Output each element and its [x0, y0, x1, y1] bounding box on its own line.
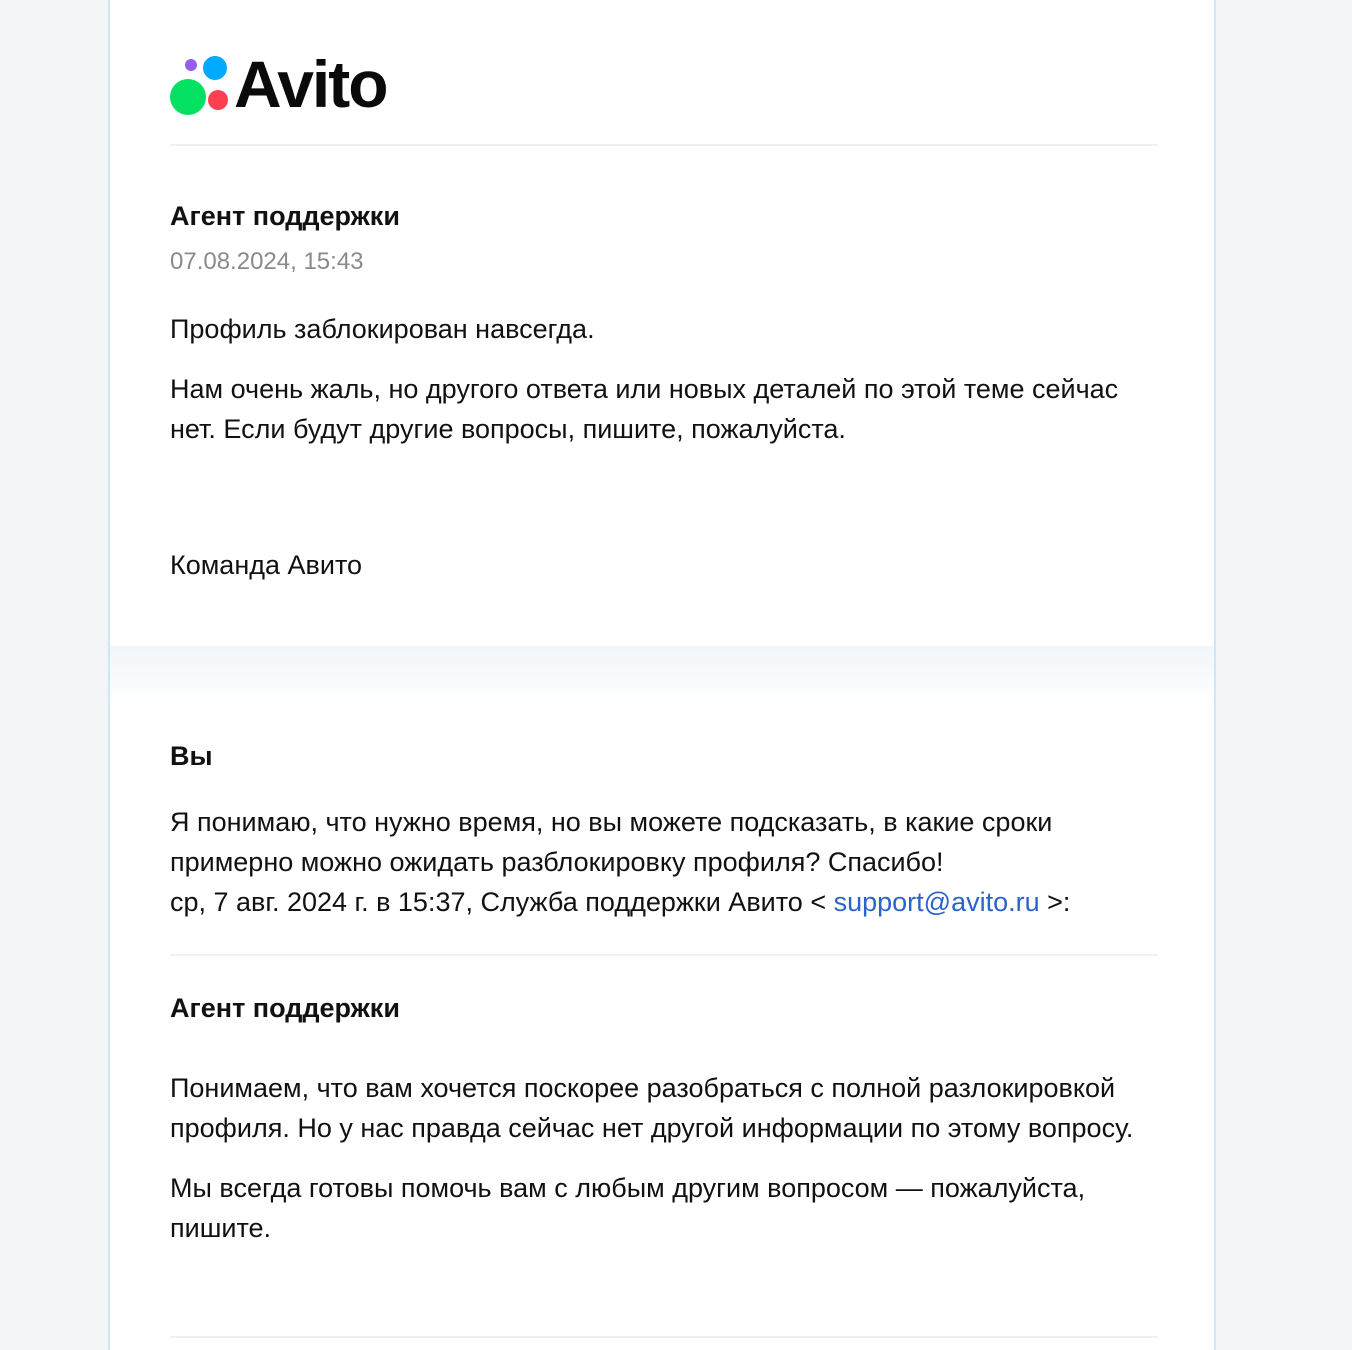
message-signature: Команда Авито [170, 550, 363, 580]
message-paragraph: Понимаем, что вам хочется поскорее разобраться с полной разлокировкой профиля. Но у нас правда сейчас нет другой информации по этому вопросу. [170, 1073, 1134, 1143]
message-date: 07.08.2024, 15:43 [170, 248, 364, 275]
quoted-header-prefix: ср, 7 авг. 2024 г. в 15:37, Служба поддержки Авито < [170, 887, 834, 917]
avito-wordmark: Avito [234, 47, 387, 121]
support-email-link[interactable]: support@avito.ru [833, 887, 1040, 917]
footer-divider [170, 1336, 1158, 1338]
header-divider [170, 144, 1158, 146]
message-divider [170, 954, 1158, 956]
message-paragraph: Нам очень жаль, но другого ответа или новых деталей по этой теме сейчас нет. Если будут другие вопросы, пишите, пожалуйста. [170, 374, 1119, 444]
quoted-header-suffix: >: [1039, 887, 1071, 917]
message-author: Агент поддержки [170, 201, 400, 231]
message-author: Вы [170, 741, 213, 771]
message-paragraph: Мы всегда готовы помочь вам с любым другим вопросом — пожалуйста, пишите. [170, 1173, 1086, 1243]
avito-logo[interactable] [170, 47, 430, 121]
message-author: Агент поддержки [170, 993, 400, 1023]
message-paragraph: Профиль заблокирован навсегда. [170, 314, 595, 344]
section-separator [110, 646, 1214, 706]
message-user [170, 740, 1158, 922]
message-support-1 [170, 200, 1158, 585]
quoted-header [170, 882, 1158, 922]
message-paragraph: Я понимаю, что нужно время, но вы можете подсказать, в какие сроки примерно можно ожидать разблокировку профиля? Спасибо! [170, 807, 1053, 877]
message-support-2 [170, 992, 1158, 1248]
avito-dots-icon [170, 54, 234, 118]
email-sheet [108, 0, 1216, 1350]
